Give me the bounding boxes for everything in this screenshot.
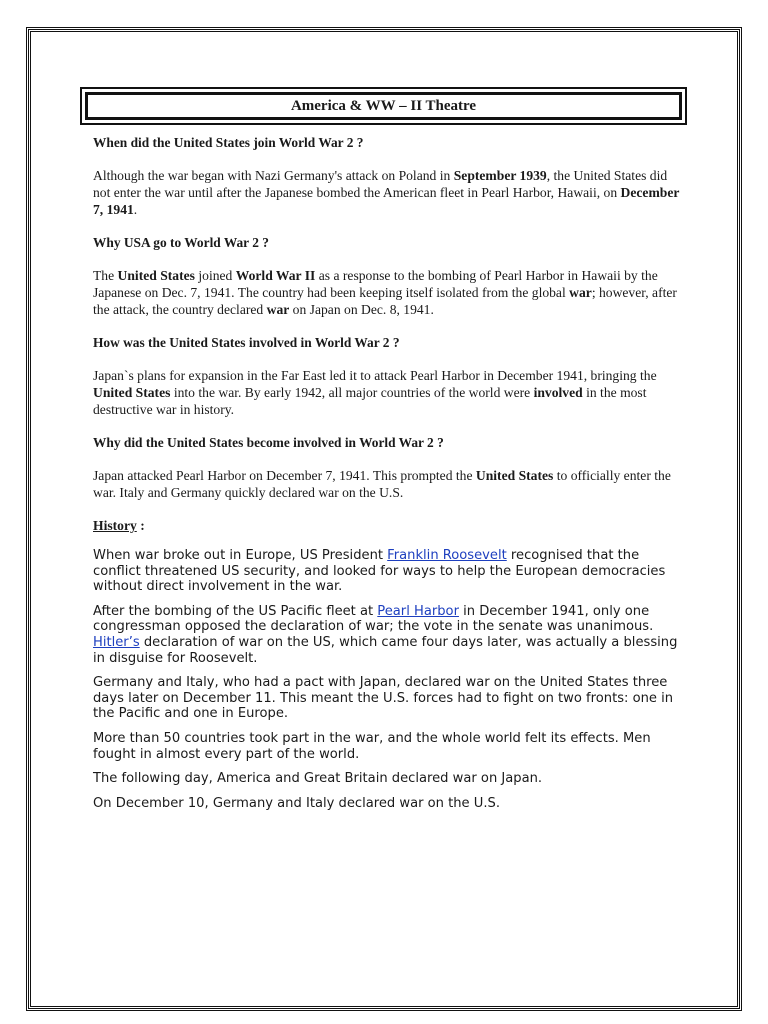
question-3: How was the United States involved in World War 2 ? (93, 335, 400, 350)
title-box (80, 87, 687, 125)
history-paragraph-6: On December 10, Germany and Italy declared war on the U.S. (93, 795, 500, 811)
answer-1: Although the war began with Nazi Germany's attack on Poland in September 1939, the United States did not enter the war until after the Japanese bombed the American fleet in Pearl Harbor, Hawaii, on December 7, 1941. (93, 168, 680, 217)
answer-3: Japan`s plans for expansion in the Far East led it to attack Pearl Harbor in December 1941, bringing the United States into the war. By early 1942, all major countries of the world were involved in the most destructive war in history. (93, 368, 657, 417)
history-heading: History : (93, 518, 145, 533)
answer-4: Japan attacked Pearl Harbor on December 7, 1941. This prompted the United States to officially enter the war. Italy and Germany quickly declared war on the U.S. (93, 468, 671, 500)
document-body (93, 134, 683, 820)
history-paragraph-1: When war broke out in Europe, US President Franklin Roosevelt recognised that the conflict threatened US security, and looked for ways to help the European democracies without direct involvement in the war. (93, 548, 666, 595)
history-paragraph-4: More than 50 countries took part in the war, and the whole world felt its effects. Men fought in almost every part of the world. (93, 730, 651, 762)
franklin-roosevelt-link[interactable]: Franklin Roosevelt (387, 548, 507, 563)
question-1: When did the United States join World War 2 ? (93, 135, 364, 150)
pearl-harbor-link[interactable]: Pearl Harbor (377, 603, 459, 619)
question-2: Why USA go to World War 2 ? (93, 235, 269, 250)
history-paragraph-5: The following day, America and Great Britain declared war on Japan. (93, 771, 543, 787)
hitlers-link[interactable]: Hitler’s (93, 634, 140, 650)
page-title: America & WW – II Theatre (290, 97, 477, 114)
history-paragraph-2: After the bombing of the US Pacific fleet at Pearl Harbor in December 1941, only one congressman opposed the declaration of war; the vote in the senate was unanimous. Hitler’s declaration of war on the US, which came four days later, was actually a blessing in disguise for Roosevelt. (93, 603, 678, 666)
answer-2: The United States joined World War II as a response to the bombing of Pearl Harbor in Hawaii by the Japanese on Dec. 7, 1941. The country had been keeping itself isolated from the global war; however, after the attack, the country declared war on Japan on Dec. 8, 1941. (93, 268, 677, 317)
question-4: Why did the United States become involved in World War 2 ? (93, 435, 444, 450)
history-paragraph-3: Germany and Italy, who had a pact with Japan, declared war on the United States three days later on December 11. This meant the U.S. forces had to fight on two fronts: one in the Pacific and one in Europe. (93, 675, 674, 722)
title-box-inner (85, 92, 682, 120)
